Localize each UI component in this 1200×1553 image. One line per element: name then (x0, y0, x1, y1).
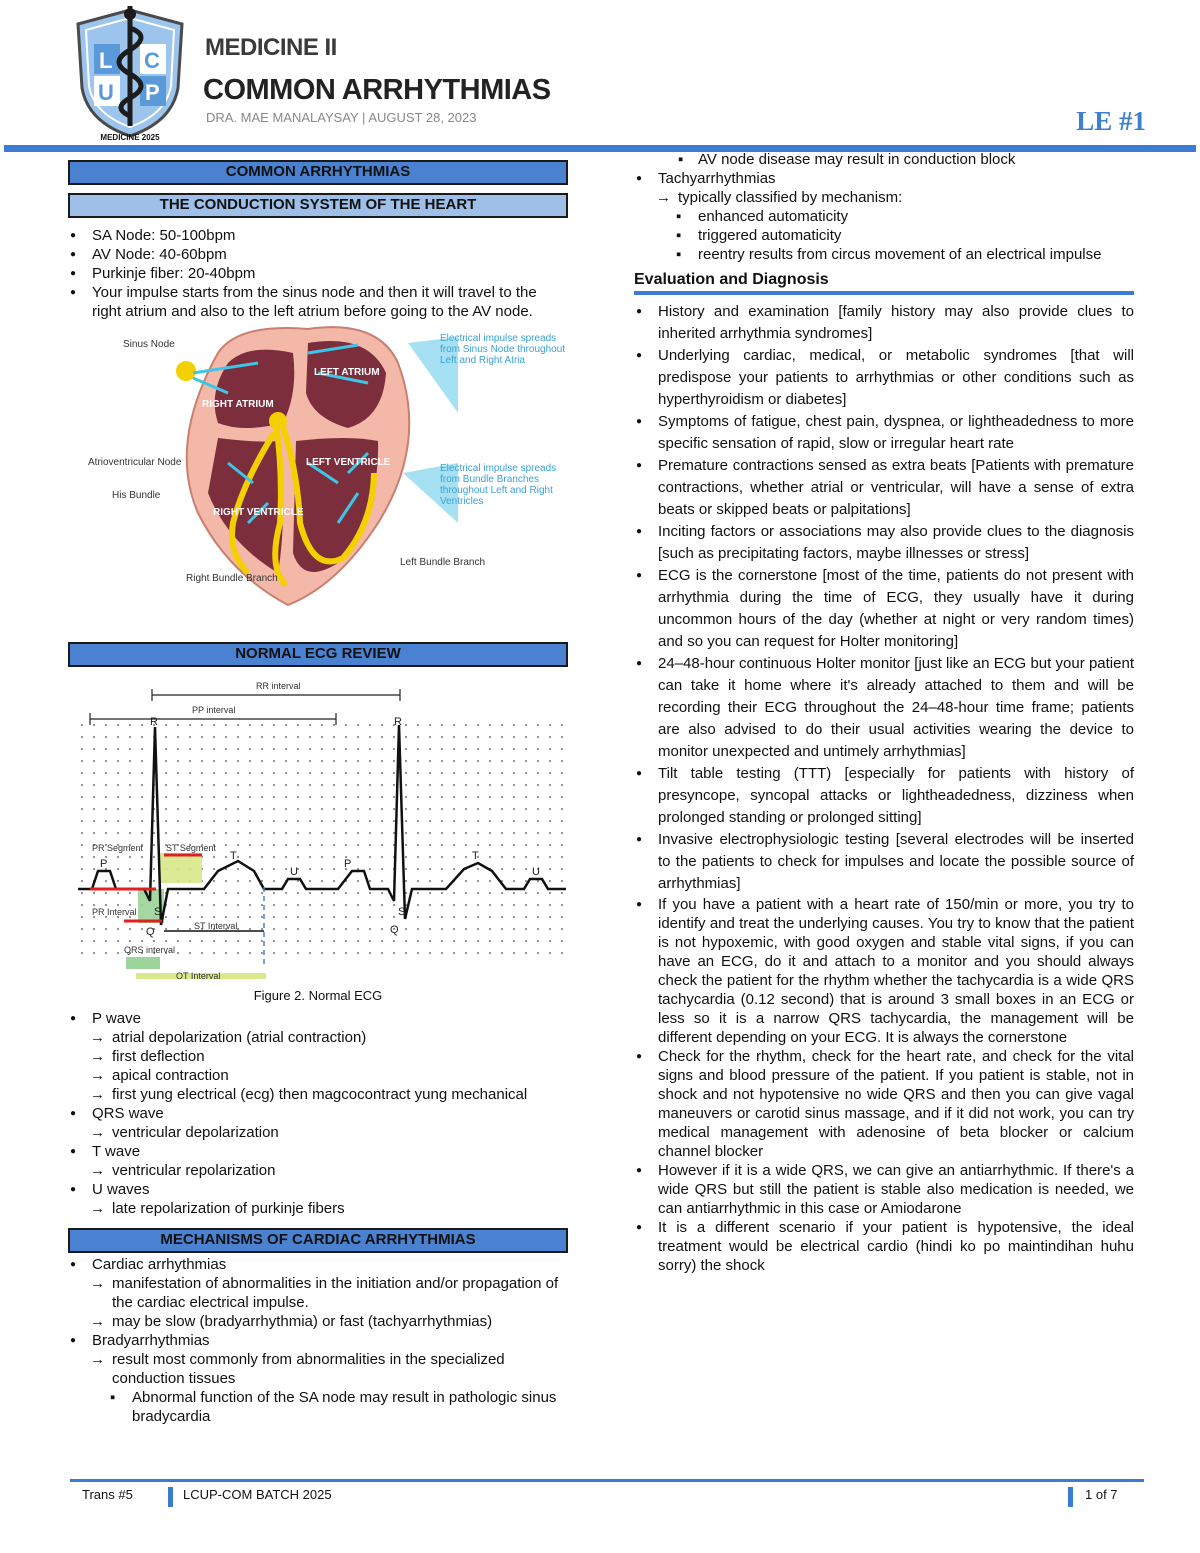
list-item: ● Bradyarrhythmias → result most commonly from abnormalities in the specialized conduction tissues ▪ Abnormal function of the SA node may result in pathologic sinus bradycardia (68, 1331, 568, 1426)
list-item: ● Underlying cardiac, medical, or metabolic syndromes [that will predispose your patients to arrhythmias or other conditions such as hyperthyroidism or diabetes] (634, 345, 1134, 411)
label-qt-interval: QT Interval (176, 971, 221, 979)
svg-text:U: U (98, 80, 114, 105)
svg-text:L: L (99, 48, 113, 73)
footer-batch: LCUP-COM BATCH 2025 (168, 1487, 332, 1507)
label-right-bundle: Right Bundle Branch (186, 573, 278, 584)
left-column (68, 160, 568, 1426)
list-item: ● Symptoms of fatigue, chest pain, dyspnea, or lightheadedness to more specific sensation of rapid, slow or irregular heart rate (634, 411, 1134, 455)
label-u2: U (532, 866, 540, 878)
section-heading: NORMAL ECG REVIEW (68, 642, 568, 667)
list-item: ● ECG is the cornerstone [most of the time, patients do not present with arrhythmia during the time of ECG, they usually have it during uncommon hours of the day (whether at night or very random times) and so you can request for Holter monitoring] (634, 565, 1134, 653)
label-s2: S (398, 906, 406, 918)
label-right-ventricle: RIGHT VENTRICLE (213, 507, 304, 518)
label-right-atrium: RIGHT ATRIUM (202, 399, 274, 410)
list-item: ● It is a different scenario if your patient is hypotensive, the ideal treatment would be electrical cardio (hindi ko po maintindihan huhu sorry) the shock (634, 1218, 1134, 1275)
section-heading: MECHANISMS OF CARDIAC ARRHYTHMIAS (68, 1228, 568, 1253)
label-left-bundle: Left Bundle Branch (400, 557, 486, 568)
label-t2: T (472, 850, 479, 862)
list-item: ● Cardiac arrhythmias → manifestation of abnormalities in the initiation and/or propagation of the cardiac electrical impulse. → may be slow (bradyarrhythmia) or fast (tachyarrhythmias) (68, 1255, 568, 1331)
list-item: ● AV Node: 40-60bpm (68, 245, 568, 264)
logo-text: MEDICINE 2025 (100, 133, 160, 142)
page-title: COMMON ARRHYTHMIAS (203, 74, 551, 106)
list-item: ● However if it is a wide QRS, we can give an antiarrhythmic. If there's a wide QRS but still the patient is stable also medication is needed, we can antiarrhythmic in this case or Amiodarone (634, 1161, 1134, 1218)
label-av-node: Atrioventricular Node (88, 457, 182, 468)
list-item: ● Tachyarrhythmias → typically classified by mechanism: ▪ enhanced automaticity ▪ triggered automaticity ▪ reentry results from circus movement of an electrical impulse (634, 169, 1134, 264)
label-left-ventricle: LEFT VENTRICLE (306, 457, 391, 468)
conduction-list (68, 226, 568, 321)
note-ventricles: Electrical impulse spreads from Bundle Branches throughout Left and Right Ventricles (440, 463, 557, 507)
list-item: ● 24–48-hour continuous Holter monitor [just like an ECG but your patient can take it home where it's already attached to them and will be recording their ECG throughout the 24–48-hour time frame; patients are also advised to do their usual activities wearing the device to monitor unexpected and untimely arrhythmias] (634, 653, 1134, 763)
list-item: ● Inciting factors or associations may also provide clues to the diagnosis [such as precipitating factors, maybe illnesses or stress] (634, 521, 1134, 565)
subject-title: MEDICINE II (205, 34, 337, 61)
author-date: DRA. MAE MANALAYSAY | AUGUST 28, 2023 (206, 110, 477, 125)
right-column (634, 150, 1134, 1275)
label-pp: PP interval (192, 705, 236, 715)
label-s1: S (154, 906, 162, 918)
mechanism-list (68, 1255, 568, 1426)
list-item: ● T wave → ventricular repolarization (68, 1142, 568, 1180)
label-qrs-interval: QRS interval (124, 945, 176, 955)
school-logo (72, 6, 188, 142)
subsection-heading: THE CONDUCTION SYSTEM OF THE HEART (68, 193, 568, 218)
list-item: ● U waves → late repolarization of purkinje fibers (68, 1180, 568, 1218)
label-u1: U (290, 866, 298, 878)
label-r2: R (394, 716, 402, 728)
list-item: ● Purkinje fiber: 20-40bpm (68, 264, 568, 283)
label-p2: P (344, 858, 352, 870)
label-q2: Q (390, 924, 399, 936)
eval-list (634, 301, 1134, 1275)
list-item: ● Check for the rhythm, check for the heart rate, and check for the vital signs and blood pressure of the patient. If you patient is stable, not in shock and not hypotensive no wide QRS and then you can give vagal maneuvers or carotid sinus massage, and if it did not work, you can try medical management with adenosine of beta blocker or calcium channel blocker (634, 1047, 1134, 1161)
list-item: ● Tilt table testing (TTT) [especially for patients with history of presyncope, syncopal attacks or lightheadedness, dizziness when prolonged standing or prolonged sitting] (634, 763, 1134, 829)
list-item: ● History and examination [family history may also provide clues to inherited arrhythmia syndromes] (634, 301, 1134, 345)
page-number: 1 of 7 (1068, 1487, 1118, 1507)
ecg-figure (68, 675, 568, 979)
figure-caption: Figure 2. Normal ECG (253, 988, 383, 1003)
label-left-atrium: LEFT ATRIUM (314, 367, 380, 378)
list-item: ▪ AV node disease may result in conduction block (678, 151, 1016, 168)
label-sinus-node: Sinus Node (123, 339, 175, 350)
list-item: ● Your impulse starts from the sinus node and then it will travel to the right atrium and also to the left atrium before going to the AV node. (68, 283, 568, 321)
label-pr-interval: PR Interval (92, 907, 137, 917)
label-q1: Q (146, 926, 155, 938)
eval-heading: Evaluation and Diagnosis (634, 270, 1134, 295)
label-st-interval: ST Interval (194, 921, 238, 931)
svg-text:P: P (145, 80, 160, 105)
list-item: ● Premature contractions sensed as extra beats [Patients with premature contractions, whether atrial or ventricular, will have a sense of extra beats or skipped beats or palpitations] (634, 455, 1134, 521)
list-item: ● Invasive electrophysiologic testing [several electrodes will be inserted to the patients to check for impulses and locate the possible source of arrhythmias] (634, 829, 1134, 895)
label-r1: R (150, 716, 158, 728)
svg-text:C: C (144, 48, 160, 73)
label-p1: P (100, 858, 108, 870)
list-item: ● QRS wave → ventricular depolarization (68, 1104, 568, 1142)
label-pr-segment: PR Segment (92, 843, 144, 853)
wave-list (68, 1009, 568, 1218)
lecture-number: LE #1 (1076, 106, 1146, 136)
label-t1: T (230, 850, 237, 862)
label-rr: RR interval (256, 681, 301, 691)
heart-conduction-figure (68, 323, 568, 613)
footer-rule (70, 1479, 1144, 1482)
list-item: ● P wave → atrial depolarization (atrial contraction) → first deflection → apical contraction → first yung electrical (ecg) then magcocontract yung mechanical (68, 1009, 568, 1104)
label-his-bundle: His Bundle (112, 490, 161, 501)
list-item: ● If you have a patient with a heart rate of 150/min or more, you try to identify and treat the underlying causes. You try to know that the patient is not hypoxemic, with good oxygen and stable vital signs, if you can have an ECG, do it and attach to a monitor and you should always check the patient for the rhythm whether the tachycardia is a wide QRS tachycardia (0.12 second) that is around 3 small boxes in an ECG or less so it is a narrow QRS tachycardia, the management will be different depending on your ECG. It is always the cornerstone (634, 895, 1134, 1047)
tachy-list (634, 169, 1134, 264)
footer-trans: Trans #5 (82, 1487, 133, 1502)
list-item: ● SA Node: 50-100bpm (68, 226, 568, 245)
section-heading: COMMON ARRHYTHMIAS (68, 160, 568, 185)
note-atria: Electrical impulse spreads from Sinus Node throughout Left and Right Atria (440, 333, 566, 366)
label-st-segment: ST Segment (166, 843, 216, 853)
